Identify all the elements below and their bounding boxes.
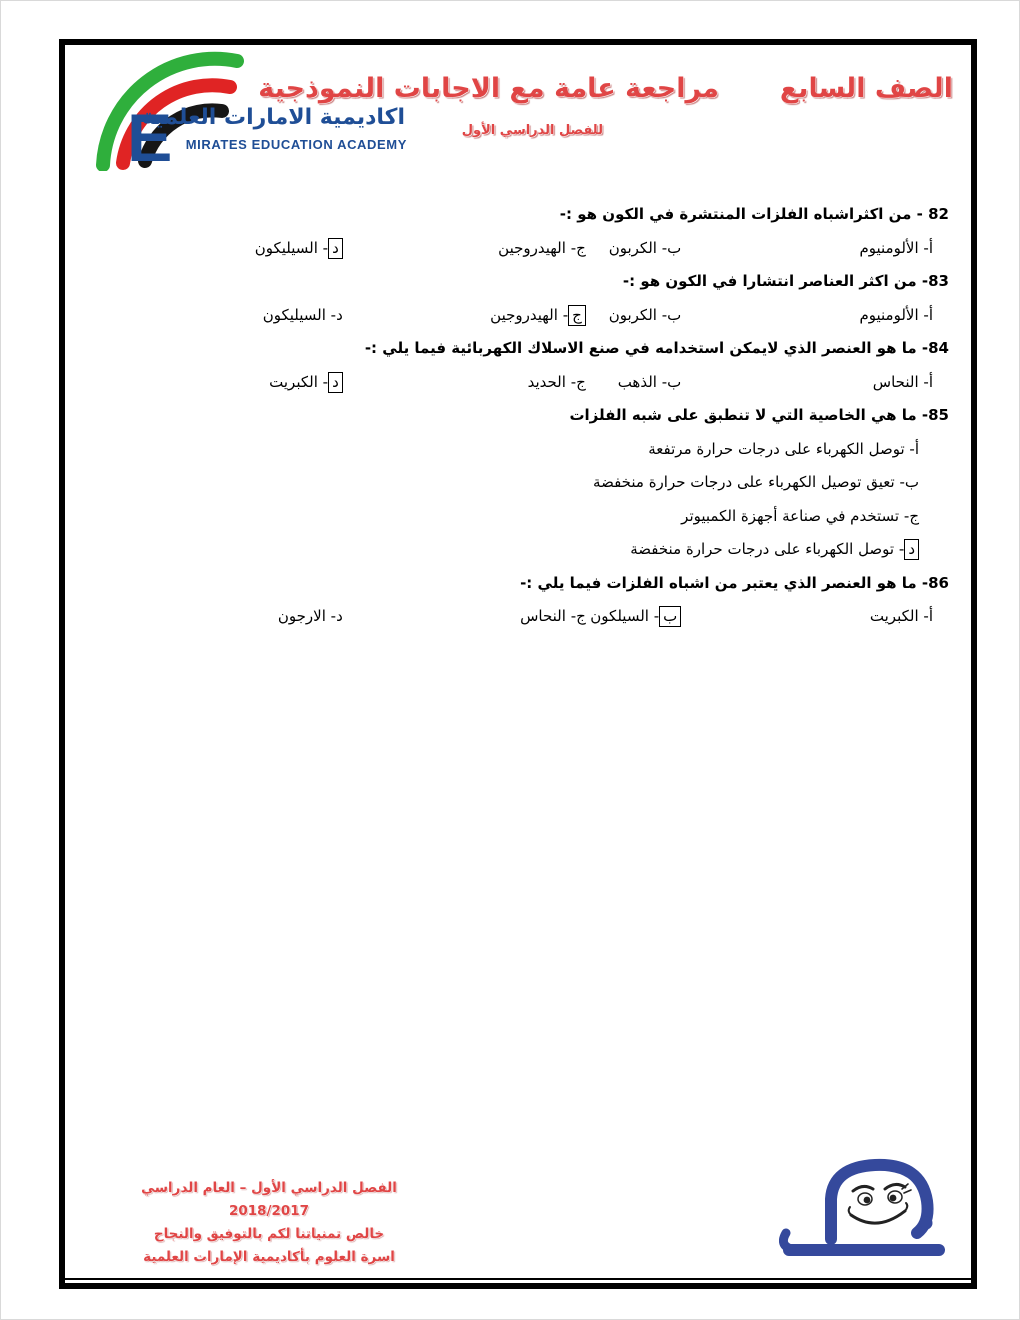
option-text: الكربون — [608, 238, 657, 257]
option-b — [586, 371, 681, 405]
footer-line-1: الفصل الدراسي الأول – العام الدراسي 2018/2017 — [141, 1180, 397, 1219]
options-row — [65, 304, 971, 338]
option-text: الألومنيوم — [859, 305, 919, 324]
option-text: السيليكون — [254, 238, 318, 257]
option-b — [586, 304, 681, 338]
option-letter: ج — [576, 607, 586, 625]
option-text: السيليكون — [262, 305, 326, 324]
option-letter: د — [904, 539, 919, 560]
page-title: مراجعة عامة مع الاجابات النموذجية — [258, 73, 719, 104]
option-dash: - — [898, 540, 905, 558]
option-dash: - — [923, 238, 929, 257]
option-text: توصل الكهرباء على درجات حرارة منخفضة — [630, 540, 895, 558]
option-dash: - — [653, 607, 660, 625]
option-letter: أ — [914, 439, 919, 458]
option-letter: أ — [928, 372, 933, 391]
grade-title: الصف السابع — [779, 73, 953, 104]
option-dash: - — [661, 305, 668, 324]
option-letter: أ — [928, 238, 933, 257]
option-a — [681, 237, 933, 271]
question-text: 85- ما هي الخاصية التي لا تنطبق على شبه الفلزات — [569, 406, 949, 424]
options-row — [65, 237, 971, 271]
option-letter: د — [336, 607, 343, 625]
page-subtitle: للفصل الدراسي الأول — [461, 123, 603, 138]
option-a — [681, 304, 933, 338]
option-d — [65, 304, 343, 338]
option-letter: ج — [568, 305, 586, 326]
question-85 — [65, 404, 971, 572]
option-a — [681, 371, 933, 405]
option-text: الهيدروجين — [498, 238, 566, 257]
option-d — [65, 371, 343, 405]
option-dash: - — [562, 305, 569, 324]
question-text: 83- من اكثر العناصر انتشارا في الكون هو :- — [622, 272, 949, 290]
option-dash: - — [903, 506, 910, 525]
question-82 — [65, 203, 971, 270]
option-dash: - — [570, 372, 577, 391]
option-text: تعيق توصيل الكهرباء على درجات حرارة منخفضة — [593, 473, 895, 491]
option-dash: - — [322, 372, 329, 391]
option-c — [343, 304, 586, 338]
academy-logo — [67, 49, 407, 176]
footer-note — [101, 1177, 437, 1269]
option-a — [65, 438, 971, 472]
option-text: الكبريت — [269, 372, 318, 391]
footer-line-3: اسرة العلوم بأكاديمية الإمارات العلمية — [143, 1249, 395, 1265]
option-b — [586, 605, 681, 639]
option-text: الحديد — [527, 372, 566, 391]
option-dash: - — [923, 607, 929, 625]
academy-name-english: MIRATES EDUCATION ACADEMY — [185, 137, 407, 152]
options-row — [65, 371, 971, 405]
options-row — [65, 605, 971, 639]
option-c — [65, 505, 971, 539]
option-letter: ب — [659, 606, 681, 627]
option-d — [65, 538, 971, 572]
option-letter: ج — [909, 506, 919, 525]
question-83 — [65, 270, 971, 337]
option-b — [65, 471, 971, 505]
option-text: توصل الكهرباء على درجات حرارة مرتفعة — [648, 439, 905, 458]
option-dash: - — [322, 238, 329, 257]
option-dash: - — [570, 607, 577, 625]
option-dash: - — [330, 607, 337, 625]
academy-name-arabic: اكاديمية الامارات العلمية — [142, 105, 405, 130]
question-text: 82 - من اكثراشباه الفلزات المنتشرة في الكون هو :- — [559, 205, 949, 223]
option-letter: ج — [576, 238, 586, 257]
option-dash: - — [909, 439, 915, 458]
page-border — [59, 39, 977, 1289]
option-dash: - — [330, 305, 337, 324]
option-d — [65, 605, 343, 639]
option-text: النحاس — [520, 607, 566, 625]
question-84 — [65, 337, 971, 404]
option-dash: - — [923, 305, 929, 324]
question-86 — [65, 572, 971, 639]
option-dash: - — [570, 238, 577, 257]
option-c — [343, 371, 586, 405]
option-dash: - — [661, 238, 668, 257]
option-text: الكبريت — [869, 607, 919, 625]
footer-line-2: خالص تمنياتنا لكم بالتوفيق والنجاح — [153, 1226, 385, 1242]
option-letter: د — [328, 238, 343, 259]
option-letter: ب — [667, 305, 682, 324]
option-letter: د — [328, 372, 343, 393]
bottom-rule — [65, 1278, 971, 1280]
option-text: الارجون — [277, 607, 326, 625]
option-a — [681, 605, 933, 639]
option-text: النحاس — [872, 372, 919, 391]
option-letter: أ — [928, 305, 933, 324]
think-mascot-icon — [779, 1153, 947, 1275]
option-letter: ب — [904, 473, 919, 491]
question-text: 84- ما هو العنصر الذي لايمكن استخدامه في صنع الاسلاك الكهربائية فيما يلي :- — [364, 339, 949, 357]
option-letter: ب — [667, 372, 682, 391]
option-text: الكربون — [608, 305, 657, 324]
option-dash: - — [923, 372, 929, 391]
questions-section — [65, 203, 971, 639]
option-text: الذهب — [617, 372, 657, 391]
logo-e-letter: E — [127, 100, 173, 176]
option-letter: ج — [576, 372, 586, 391]
option-letter: ب — [667, 238, 682, 257]
option-text: تستخدم في صناعة أجهزة الكمبيوتر — [681, 506, 900, 525]
option-text: الألومنيوم — [859, 238, 919, 257]
option-c — [343, 237, 586, 271]
option-dash: - — [899, 473, 905, 491]
option-text: السيلكون — [590, 607, 649, 625]
option-dash: - — [661, 372, 668, 391]
option-c — [343, 605, 586, 639]
option-text: الهيدروجين — [490, 305, 558, 324]
question-text: 86- ما هو العنصر الذي يعتبر من اشباه الفلزات فيما يلي :- — [520, 573, 949, 592]
option-b — [586, 237, 681, 271]
option-letter: د — [336, 305, 343, 324]
option-d — [65, 237, 343, 271]
option-letter: أ — [928, 607, 933, 625]
